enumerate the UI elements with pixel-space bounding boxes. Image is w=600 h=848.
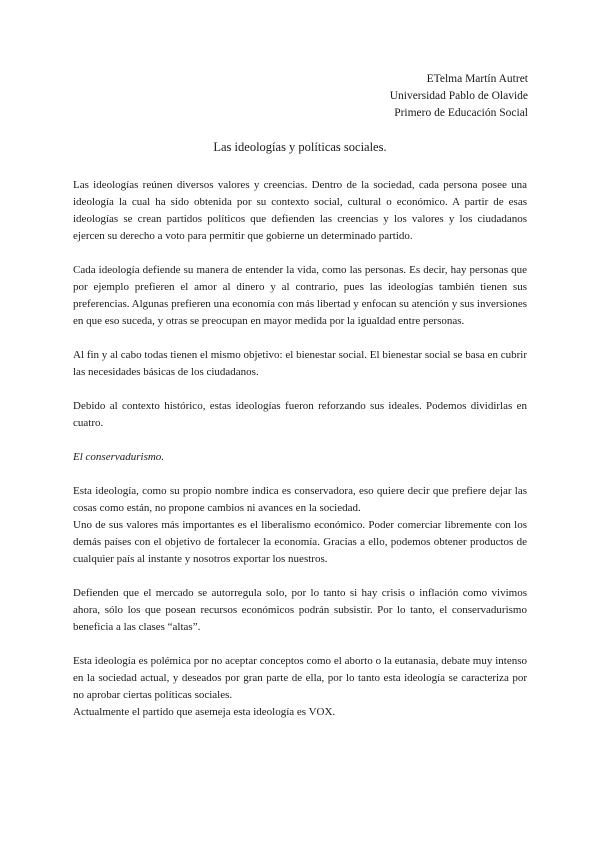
paragraph-economic-liberalism: Uno de sus valores más importantes es el liberalismo económico. Poder comerciar libremente con los demás países con el objetivo de fortalecer la economía. Gracias a ello, podemos obtener productos de cualquier país al instante y nosotros exportar los nuestros. (73, 519, 527, 565)
author-name: ETelma Martín Autret (426, 73, 528, 85)
paragraph-ideology-preferences: Cada ideología defiende su manera de entender la vida, como las personas. Es decir, hay personas que por ejemplo prefieren el amor al dinero y al contrario, pues las ideologías también tienen sus preferencias. Algunas prefieren una economía con más libertad y enfocan su atención y sus inversiones en que eso suceda, y otras se preocupan en mayor medida por la igualdad entre personas. (73, 264, 527, 327)
paragraph-common-objective: Al fin y al cabo todas tienen el mismo objetivo: el bienestar social. El bienestar social se basa en cubrir las necesidades básicas de los ciudadanos. (73, 349, 527, 378)
paragraph-intro: Las ideologías reúnen diversos valores y creencias. Dentro de la sociedad, cada persona posee una ideología la cual ha sido obtenida por su contexto social, cultural o económico. A partir de esas ideologías se crean partidos políticos que defienden las creencias y los valores y los ciudadanos ejercen su derecho a voto para permitir que gobierne un determinado partido. (73, 179, 527, 242)
university-name: Universidad Pablo de Olavide (389, 90, 528, 102)
document-header (390, 71, 528, 122)
course-name: Primero de Educación Social (394, 107, 528, 119)
paragraph-market-self-regulation: Defienden que el mercado se autorregula solo, por lo tanto si hay crisis o inflación como vivimos ahora, sólo los que posean recursos económicos podrán subsistir. Por lo tanto, el conservadurismo beneficia a las clases “altas”. (73, 587, 527, 633)
paragraph-current-party: Actualmente el partido que asemeja esta ideología es VOX. (73, 706, 336, 718)
section-heading-conservadurismo: El conservadurismo. (73, 451, 165, 463)
paragraph-conservative-definition: Esta ideología, como su propio nombre indica es conservadora, eso quiere decir que prefiere dejar las cosas como están, no propone cambios ni avances en la sociedad. (73, 485, 527, 514)
paragraph-controversy: Esta ideología es polémica por no aceptar conceptos como el aborto o la eutanasia, debate muy intenso en la sociedad actual, y deseados por gran parte de ella, por lo tanto esta ideología se caracteriza por no aprobar ciertas políticas sociales. (73, 655, 527, 701)
document-body (73, 177, 527, 721)
document-title: Las ideologías y políticas sociales. (213, 140, 387, 154)
paragraph-historical-context: Debido al contexto histórico, estas ideologías fueron reforzando sus ideales. Podemos dividirlas en cuatro. (73, 400, 527, 429)
